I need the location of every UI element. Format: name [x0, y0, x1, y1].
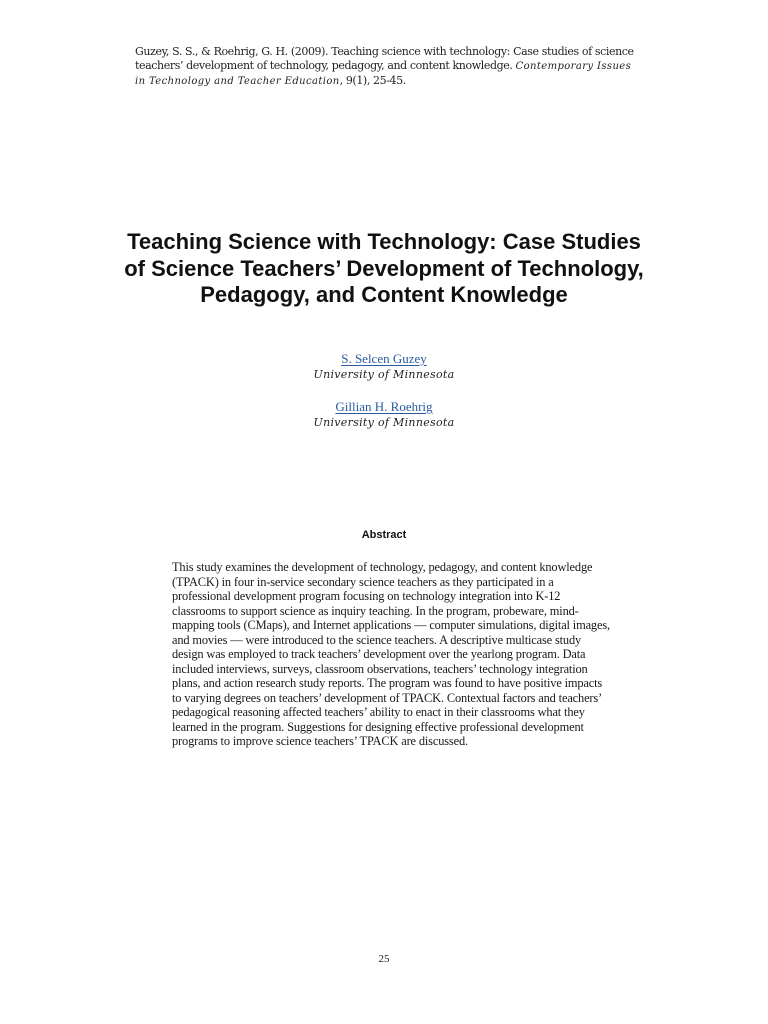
author-block-1	[234, 351, 534, 382]
citation	[135, 45, 635, 89]
citation-text: Guzey, S. S., & Roehrig, G. H. (2009). Teaching science with technology: Case studies of science teachers’ development of technology, pedagogy, and content knowledge.	[135, 45, 634, 72]
citation-journal: Contemporary Issues in Technology and Teacher Education	[135, 61, 632, 87]
author-link-2[interactable]: Gillian H. Roehrig	[335, 399, 433, 414]
abstract-heading: Abstract	[361, 529, 407, 541]
page-number: 25	[378, 953, 390, 965]
abstract-body: This study examines the development of technology, pedagogy, and content knowledge (TPACK) in four in-service secondary science teachers as they participated in a professional development program focusing on technology integration into K-12 classrooms to support science as inquiry teaching. In the program, probeware, mind-mapping tools (CMaps), and Internet applications — computer simulations, digital images, and movies — were introduced to the science teachers. A descriptive multicase study design was employed to track teachers’ development over the yearlong program. Data included interviews, surveys, classroom observations, teachers’ technology integration plans, and action research study reports. The program was found to have positive impacts to varying degrees on teachers’ development of TPACK. Contextual factors and teachers’ pedagogical reasoning affected teachers’ ability to enact in their classrooms what they learned in the program. Suggestions for designing effective professional development programs to improve science teachers’ TPACK are discussed.	[172, 560, 610, 748]
author-block-2	[234, 399, 534, 430]
paper-title: Teaching Science with Technology: Case Studies of Science Teachers’ Development of Technology, Pedagogy, and Content Knowledge	[124, 229, 644, 307]
author-affiliation-2: University of Minnesota	[313, 416, 455, 429]
author-link-1[interactable]: S. Selcen Guzey	[341, 351, 427, 366]
citation-volume-pages: , 9(1), 25-45.	[339, 74, 406, 87]
author-affiliation-1: University of Minnesota	[313, 368, 455, 381]
